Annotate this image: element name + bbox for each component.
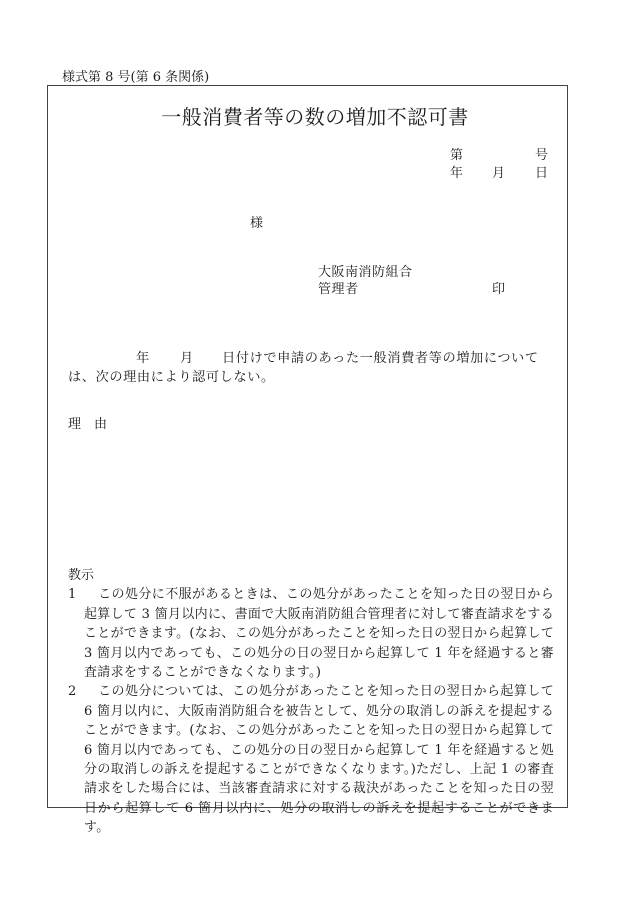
notice-item — [68, 585, 554, 682]
notice-section — [68, 566, 554, 838]
seal-mark: 印 — [492, 282, 506, 297]
notice-heading: 教示 — [68, 568, 95, 583]
notice-item-number: 2 — [68, 684, 77, 700]
number-suffix: 号 — [535, 148, 549, 163]
notice-item — [68, 682, 554, 837]
document-title: 一般消費者等の数の増加不認可書 — [161, 105, 469, 129]
body-month: 月 — [180, 351, 194, 366]
body-line1-text: 日付けで申請のあった一般消費者等の増加について — [222, 351, 539, 366]
notice-item-text: この処分については、この処分があったことを知った日の翌日から起算して 6 箇月以内に、大阪南消防組合を被告として、処分の取消しの訴えを提起することができます。(なお、この処分があったことを知った日の翌日から起算して 6 箇月以内であっても、この処分の日の翌日から起算して 1 年を経過すると処分の取消しの訴えを提起することができなくなります。)ただし、上記 1 の審査請求をした場合には、当該審査請求に対する裁決があったことを知った日の翌日から起算して 6 箇月以内に、処分の取消しの訴えを提起することができます。 — [84, 684, 554, 836]
date-day: 日 — [535, 166, 549, 181]
body-line2-text: は、次の理由により認可しない。 — [68, 370, 275, 385]
notice-item-number: 1 — [68, 587, 77, 603]
issuer-role: 管理者 — [318, 282, 359, 297]
body-year: 年 — [136, 351, 150, 366]
date-month: 月 — [492, 166, 506, 181]
notice-item-text: この処分に不服があるときは、この処分があったことを知った日の翌日から起算して 3 箇月以内に、書面で大阪南消防組合管理者に対して審査請求をすることができます。(なお、この処分があったことを知った日の翌日から起算して 3 箇月以内であっても、この処分の日の翌日から起算して 1 年を経過すると審査請求をすることができなくなります。) — [84, 587, 554, 681]
form-number-label: 様式第 8 号(第 6 条関係) — [62, 70, 210, 85]
number-prefix: 第 — [450, 148, 464, 163]
issuer-organization: 大阪南消防組合 — [318, 265, 413, 280]
reason-label: 理 由 — [68, 417, 108, 432]
date-year: 年 — [450, 166, 464, 181]
addressee-suffix: 様 — [250, 216, 264, 231]
